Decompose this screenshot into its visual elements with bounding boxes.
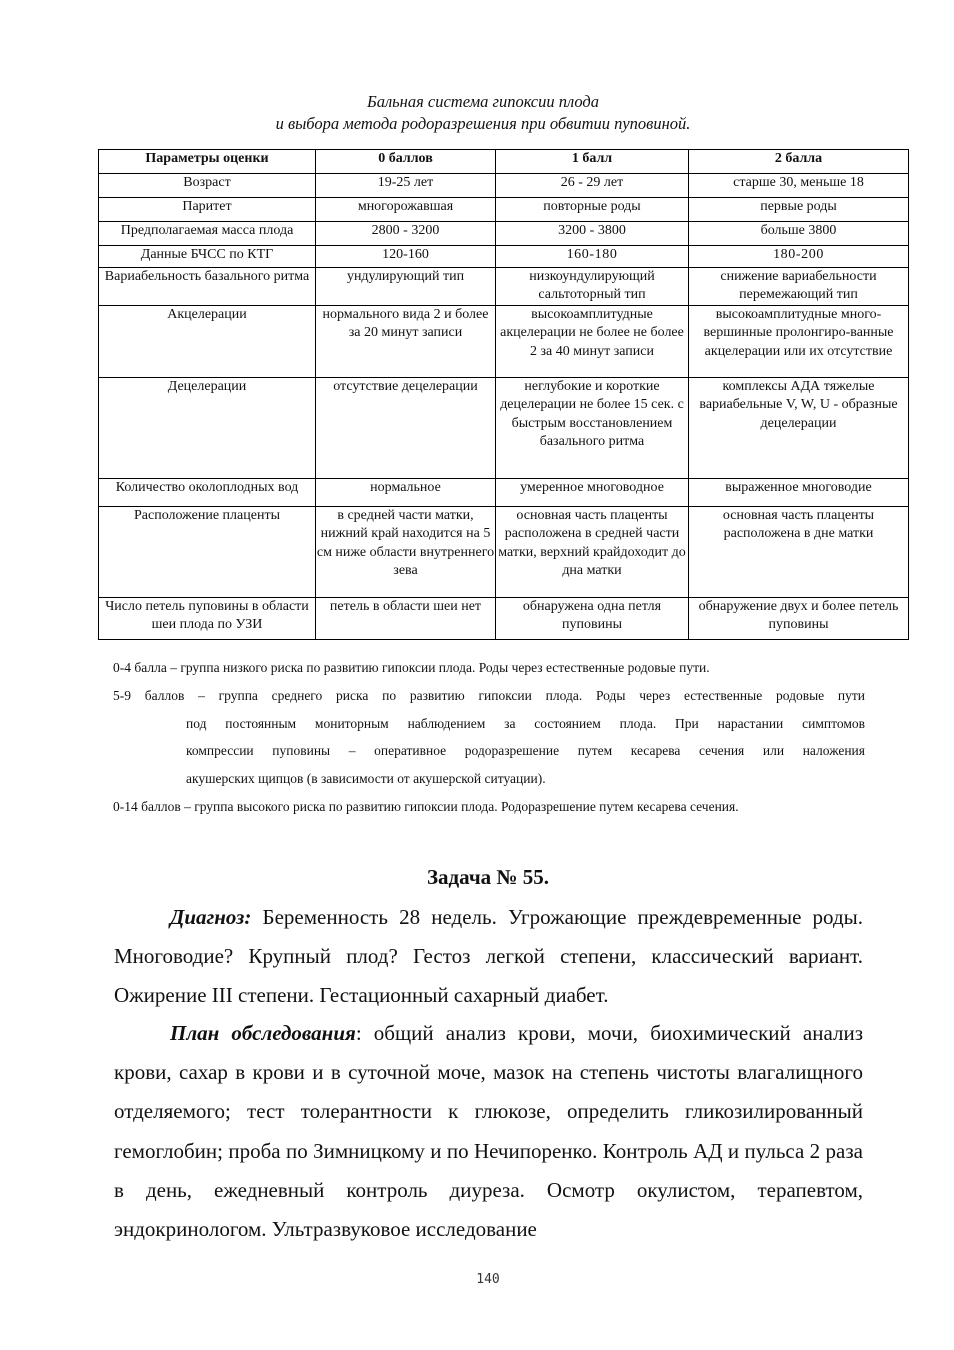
table-cell: повторные роды <box>496 198 689 222</box>
plan-paragraph <box>114 1014 863 1249</box>
table-cell: первые роды <box>689 198 909 222</box>
diagnosis-label: Диагноз: <box>170 905 252 929</box>
table-cell: высокоамплитудные акцелерации не более не более 2 за 40 минут записи <box>496 306 689 378</box>
table-cell: петель в области шеи нет <box>316 598 496 640</box>
table-cell: умеренное многоводное <box>496 479 689 507</box>
table-cell: Расположение плаценты <box>99 507 316 598</box>
table-cell: 160-180 <box>496 246 689 268</box>
table-caption-line2: и выбора метода родоразрешения при обвитии пуповиной. <box>275 114 691 133</box>
table-cell: ундулирующий тип <box>316 268 496 306</box>
task-heading: Задача № 55. <box>426 865 550 889</box>
plan-text: : общий анализ крови, мочи, биохимический анализ крови, сахар в крови и в суточной моче, мазок на степень чистоты влагалищного отделяемого; тест толерантности к глюкозе, определить гликозилированный гемоглобин; проба по Зимницкому и по Нечипоренко. Контроль АД и пульса 2 раза в день, ежедневный контроль диуреза. Осмотр окулистом, терапевтом, эндокринологом. Ультразвуковое исследование <box>114 1021 863 1242</box>
plan-label: План обследования <box>170 1021 356 1045</box>
note-medium-risk <box>113 682 865 792</box>
table-cell: старше 30, меньше 18 <box>689 174 909 198</box>
table-row <box>99 246 909 268</box>
table-cell: неглубокие и короткие децелерации не более 15 сек. с быстрым восстановлением базального ритма <box>496 378 689 479</box>
note-medium-risk-line2: под постоянным мониторным наблюдением за состоянием плода. При нарастании симптомов <box>186 715 865 731</box>
table-cell: 26 - 29 лет <box>496 174 689 198</box>
table-cell: больше 3800 <box>689 222 909 246</box>
table-cell: нормального вида 2 и более за 20 минут записи <box>316 306 496 378</box>
table-cell: Количество околоплодных вод <box>99 479 316 507</box>
table-cell: Возраст <box>99 174 316 198</box>
table-cell: Предполагаемая масса плода <box>99 222 316 246</box>
table-cell: многорожавшая <box>316 198 496 222</box>
table-cell: 180-200 <box>689 246 909 268</box>
table-cell: нормальное <box>316 479 496 507</box>
table-cell: высокоамплитудные много-вершинные пролонгиро-ванные акцелерации или их отсутствие <box>689 306 909 378</box>
table-cell: Число петель пуповины в области шеи плода по УЗИ <box>99 598 316 640</box>
table-cell: 19-25 лет <box>316 174 496 198</box>
table-cell: 120-160 <box>316 246 496 268</box>
table-row <box>99 507 909 598</box>
table-caption-line1: Бальная система гипоксии плода <box>366 92 600 111</box>
table-cell: 2800 - 3200 <box>316 222 496 246</box>
table-cell: в средней части матки, нижний край находится на 5 см ниже области внутреннего зева <box>316 507 496 598</box>
table-cell: отсутствие децелерации <box>316 378 496 479</box>
note-low-risk: 0-4 балла – группа низкого риска по развитию гипоксии плода. Роды через естественные родовые пути. <box>113 660 710 675</box>
table-cell: основная часть плаценты расположена в дне матки <box>689 507 909 598</box>
note-medium-risk-line4: акушерских щипцов (в зависимости от акушерской ситуации). <box>186 770 546 786</box>
table-row <box>99 174 909 198</box>
hypoxia-score-table <box>98 149 909 640</box>
diagnosis-paragraph <box>114 898 863 1016</box>
table-cell: 3200 - 3800 <box>496 222 689 246</box>
table-cell: Данные БЧСС по КТГ <box>99 246 316 268</box>
header-cell: 1 балл <box>496 150 689 174</box>
table-cell: Децелерации <box>99 378 316 479</box>
table-cell: Акцелерации <box>99 306 316 378</box>
page-number: 140 <box>476 1272 500 1287</box>
table-row <box>99 222 909 246</box>
table-cell: обнаружена одна петля пуповины <box>496 598 689 640</box>
table-cell: выраженное многоводие <box>689 479 909 507</box>
header-cell: 0 баллов <box>316 150 496 174</box>
table-row <box>99 598 909 640</box>
note-high-risk: 0-14 баллов – группа высокого риска по развитию гипоксии плода. Родоразрешение путем кесарева сечения. <box>113 799 739 814</box>
table-cell: снижение вариабельности перемежающий тип <box>689 268 909 306</box>
table-cell: комплексы АДА тяжелые вариабельные V, W, U - образные децелерации <box>689 378 909 479</box>
table-row <box>99 479 909 507</box>
header-cell: 2 балла <box>689 150 909 174</box>
header-cell: Параметры оценки <box>99 150 316 174</box>
table-cell: Вариабельность базального ритма <box>99 268 316 306</box>
table-cell: обнаружение двух и более петель пуповины <box>689 598 909 640</box>
table-row <box>99 378 909 479</box>
diagnosis-text: Беременность 28 недель. Угрожающие преждевременные роды. Многоводие? Крупный плод? Гестоз легкой степени, классический вариант. Ожирение III степени. Гестационный сахарный диабет. <box>114 905 863 1008</box>
table-row <box>99 306 909 378</box>
note-medium-risk-line1: 5-9 баллов – группа среднего риска по развитию гипоксии плода. Роды через естественные родовые пути <box>113 688 865 703</box>
table-row <box>99 198 909 222</box>
table-header-row <box>99 150 909 174</box>
table-cell: основная часть плаценты расположена в средней части матки, верхний крайдоходит до дна матки <box>496 507 689 598</box>
table-row <box>99 268 909 306</box>
table-cell: низкоундулирующий сальтоторный тип <box>496 268 689 306</box>
note-medium-risk-line3: компрессии пуповины – оперативное родоразрешение путем кесарева сечения или наложения <box>186 743 865 758</box>
table-cell: Паритет <box>99 198 316 222</box>
